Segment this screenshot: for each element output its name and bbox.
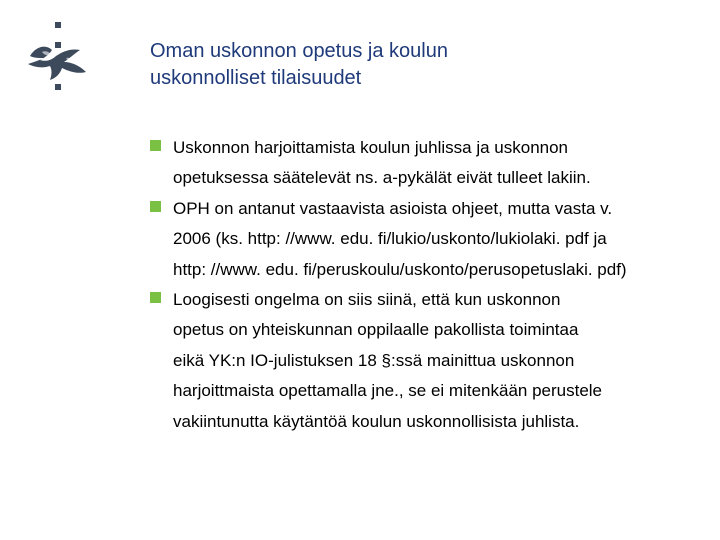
bullet-item-1 [150, 133, 710, 194]
bullet-item-2 [150, 194, 710, 285]
square-bullet-icon [150, 292, 161, 303]
bullet-2-line-2: 2006 (ks. http: //www. edu. fi/lukio/uskonto/lukiolaki. pdf ja [173, 229, 607, 249]
bullet-2-line-1: OPH on antanut vastaavista asioista ohjeet, mutta vasta v. [173, 198, 613, 218]
slide-title-line-1: Oman uskonnon opetus ja koulun [150, 40, 448, 62]
slide-title-line-2: uskonnolliset tilaisuudet [150, 67, 362, 89]
slide-title [150, 38, 670, 92]
square-bullet-icon [150, 140, 161, 151]
bullet-item-3 [150, 285, 710, 437]
bullet-3-line-3: eikä YK:n IO-julistuksen 18 §:ssä mainittua uskonnon [173, 350, 575, 370]
bullet-1-line-2: opetuksessa säätelevät ns. a-pykälät eivät tulleet lakiin. [173, 168, 591, 188]
bullet-3-line-4: harjoittmaista opettamalla jne., se ei mitenkään perustele [173, 381, 603, 401]
bullet-3-line-1: Loogisesti ongelma on siis siinä, että kun uskonnon [173, 290, 561, 310]
square-bullet-icon [150, 201, 161, 212]
bullet-1-line-1: Uskonnon harjoittamista koulun juhlissa ja uskonnon [173, 138, 569, 157]
university-logo-icon [22, 22, 92, 98]
bullet-list [150, 133, 710, 437]
bullet-3-line-5: vakiintunutta käytäntöä koulun uskonnollisista juhlista. [173, 411, 580, 431]
bullet-3-line-2: opetus on yhteiskunnan oppilaalle pakollista toimintaa [173, 320, 579, 340]
bullet-2-line-3: http: //www. edu. fi/peruskoulu/uskonto/perusopetuslaki. pdf) [173, 259, 627, 279]
